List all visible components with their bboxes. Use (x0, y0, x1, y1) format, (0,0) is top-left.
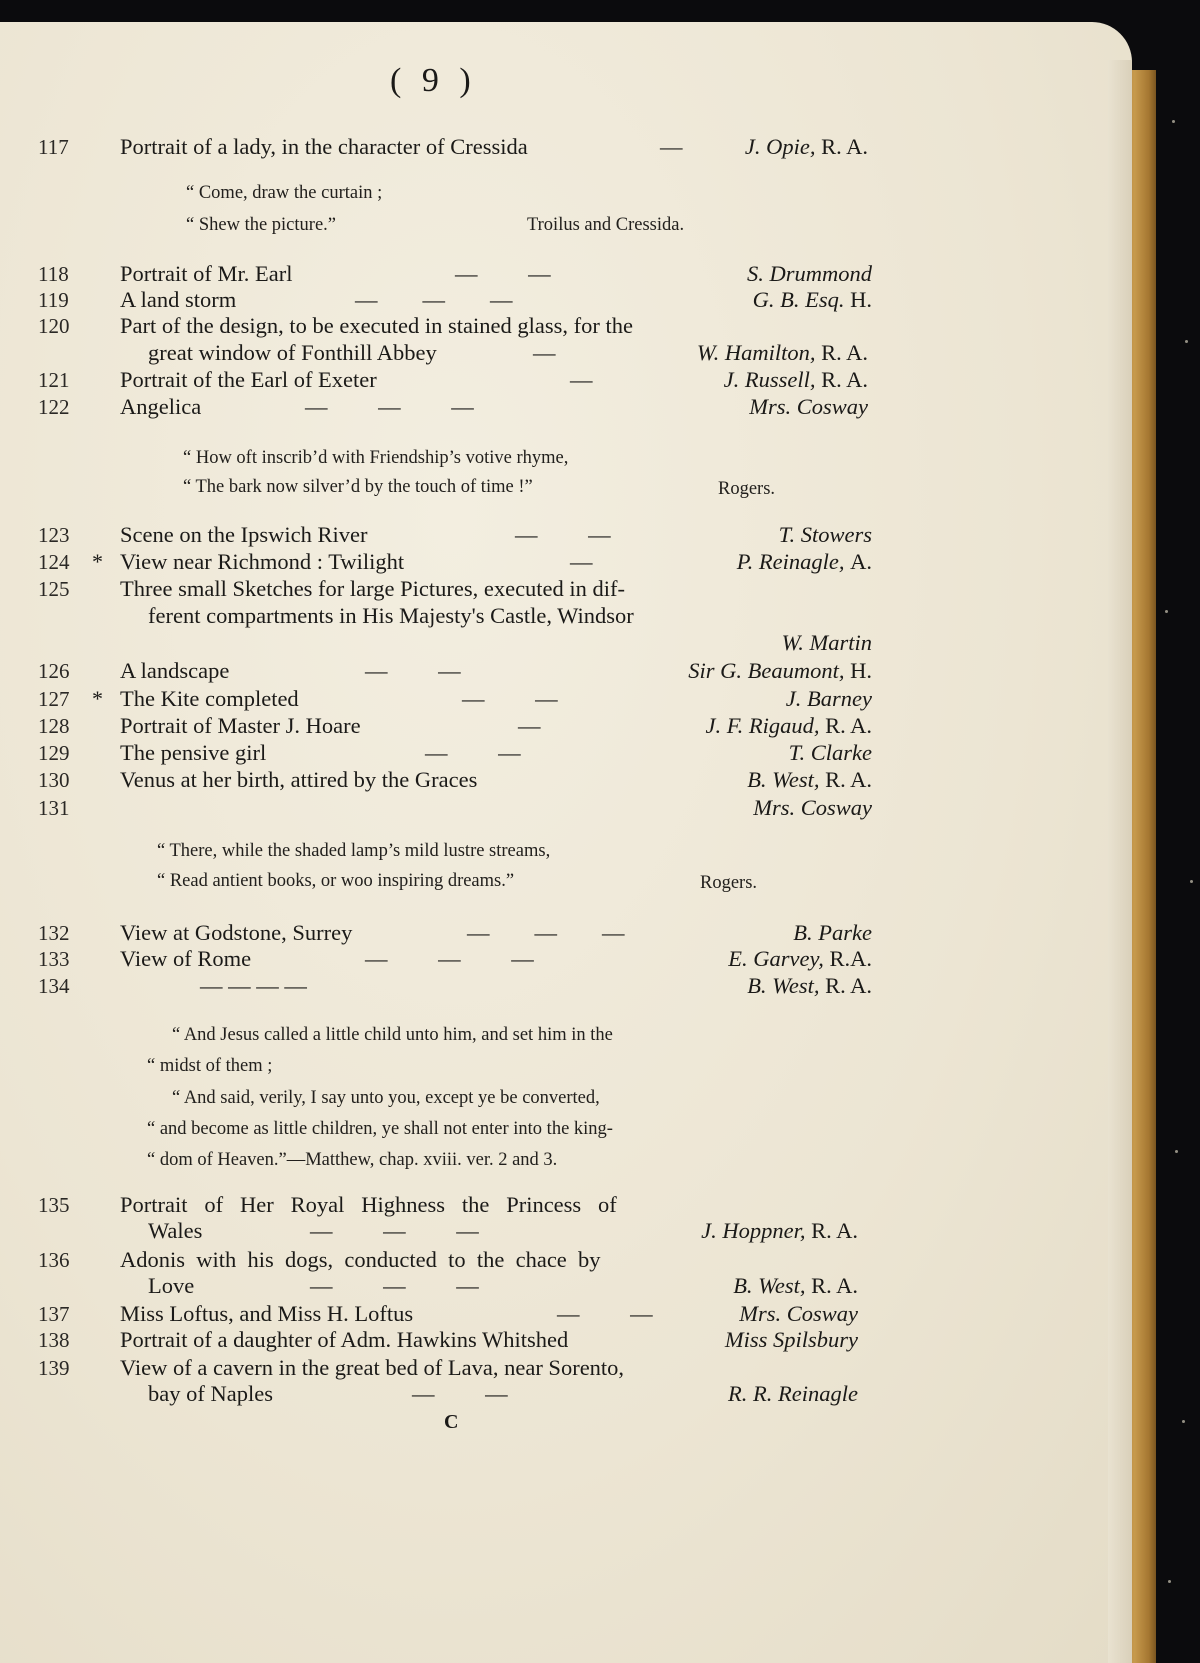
entry-title: Adonis with his dogs, conducted to the chace by (120, 1247, 601, 1272)
entry-number: 134 (38, 974, 70, 998)
quote-line: “ The bark now silver’d by the touch of time !” (183, 477, 533, 497)
quote-line: “ There, while the shaded lamp’s mild lustre streams, (157, 841, 551, 861)
entry-number: 139 (38, 1356, 70, 1380)
entry-title: Angelica (120, 394, 202, 419)
entry-dashes: — — — (310, 1273, 479, 1298)
entry-artist: S. Drummond (746, 261, 872, 286)
entry-dashes: — — (455, 261, 551, 286)
catalogue-entry-117 (0, 134, 1108, 160)
catalogue-entry-124 (0, 549, 1108, 575)
entry-artist: W. Martin (781, 630, 872, 655)
catalogue-entry-138 (0, 1327, 1108, 1353)
entry-dashes: — — — (305, 394, 474, 419)
entry-dashes: — (570, 549, 593, 574)
entry-dashes: — (518, 713, 541, 738)
entry-number: 117 (38, 135, 69, 159)
entry-dashes: — — — (355, 287, 513, 312)
entry-dashes: — (570, 367, 593, 392)
entry-dashes: — — — (310, 1218, 479, 1243)
entry-number: 133 (38, 947, 70, 971)
quote-line: “ How oft inscrib’d with Friendship’s votive rhyme, (183, 448, 569, 468)
catalogue-entry-139 (0, 1355, 1108, 1381)
entry-title: Wales (148, 1218, 203, 1243)
entry-title: The Kite completed (120, 686, 299, 711)
catalogue-entry-123 (0, 522, 1108, 548)
catalogue-entry-120 (0, 313, 1108, 339)
entry-title: Miss Loftus, and Miss H. Loftus (120, 1301, 414, 1326)
entry-number: 130 (38, 768, 70, 792)
entry-artist: Mrs. Cosway (739, 1301, 858, 1326)
entry-title: Scene on the Ipswich River (120, 522, 368, 547)
entry-artist: T. Clarke (788, 740, 872, 765)
entry-title: ferent compartments in His Majesty's Castle, Windsor (148, 603, 634, 628)
entry-title: A landscape (120, 658, 230, 683)
catalogue-entry-121 (0, 367, 1108, 393)
entry-title: Three small Sketches for large Pictures, executed in dif- (120, 576, 626, 601)
catalogue-entry-125-cont (0, 603, 1108, 629)
entry-number: 128 (38, 714, 70, 738)
catalogue-entry-139-cont (0, 1381, 1108, 1407)
signature-mark: C (444, 1411, 459, 1433)
catalogue-entry-122 (0, 394, 1108, 420)
entry-artist: G. B. Esq. H. (752, 287, 872, 312)
catalogue-entry-137 (0, 1301, 1108, 1327)
entry-artist: E. Garvey, R.A. (728, 946, 872, 971)
quote-source: Rogers. (700, 873, 758, 893)
entry-title: View of a cavern in the great bed of Lava, near Sorento, (120, 1355, 625, 1380)
entry-title: Portrait of a lady, in the character of Cressida (120, 134, 528, 159)
entry-dashes: — — (462, 686, 558, 711)
entry-artist: B. Parke (793, 920, 872, 945)
catalogue-entry-118 (0, 261, 1108, 287)
quote-source: Rogers. (718, 479, 776, 499)
quote-source: Troilus and Cressida. (527, 215, 685, 235)
entry-number: 132 (38, 921, 70, 945)
quote-line: “ and become as little children, ye shall not enter into the king- (147, 1119, 613, 1139)
entry-title: The pensive girl (120, 740, 267, 765)
quote-line: “ And Jesus called a little child unto him, and set him in the (172, 1025, 613, 1045)
entry-artist: B. West, R. A. (747, 767, 872, 792)
catalogue-entry-126 (0, 658, 1108, 684)
entry-dashes: — — (515, 522, 611, 547)
entry-number: 138 (38, 1328, 70, 1352)
catalogue-entry-120-cont (0, 340, 1108, 366)
entry-number: 127 (38, 687, 70, 711)
catalogue-entry-136-cont (0, 1273, 1108, 1299)
entry-title: View at Godstone, Surrey (120, 920, 353, 945)
entry-artist: Mrs. Cosway (753, 795, 872, 820)
catalogue-entry-129 (0, 740, 1108, 766)
entry-artist: J. Russell, R. A. (723, 367, 868, 392)
entry-number: 122 (38, 395, 70, 419)
entry-number: 125 (38, 577, 70, 601)
entry-artist: T. Stowers (778, 522, 872, 547)
entry-title: Love (148, 1273, 195, 1298)
entry-artist: J. Barney (785, 686, 872, 711)
page-edge (1108, 60, 1132, 1663)
entry-title: Portrait of Her Royal Highness the Princess of (120, 1192, 617, 1217)
entry-number: 118 (38, 262, 69, 286)
entry-title: — — — — (200, 973, 307, 998)
entry-artist: W. Hamilton, R. A. (696, 340, 868, 365)
entry-title: Portrait of Master J. Hoare (120, 713, 361, 738)
entry-number: 123 (38, 523, 70, 547)
entry-artist: R. R. Reinagle (728, 1381, 858, 1406)
entry-number: 137 (38, 1302, 70, 1326)
entry-artist: B. West, R. A. (733, 1273, 858, 1298)
quote-line: “ And said, verily, I say unto you, except ye be converted, (172, 1088, 600, 1108)
entry-title: View near Richmond : Twilight (120, 549, 405, 574)
catalogue-entry-130 (0, 767, 1108, 793)
entry-artist: Miss Spilsbury (724, 1327, 858, 1352)
catalogue-entry-133 (0, 946, 1108, 972)
entry-number: 136 (38, 1248, 70, 1272)
entry-number: 131 (38, 796, 70, 820)
entry-title: bay of Naples (148, 1381, 273, 1406)
entry-title: great window of Fonthill Abbey (148, 340, 437, 365)
entry-number: 119 (38, 288, 69, 312)
quote-line: “ Read antient books, or woo inspiring dreams.” (157, 871, 515, 891)
entry-number: 121 (38, 368, 70, 392)
entry-title: View of Rome (120, 946, 252, 971)
entry-artist: Sir G. Beaumont, H. (688, 658, 872, 683)
new-work-star: * (92, 686, 103, 711)
quote-line: “ Shew the picture.” (186, 215, 336, 235)
catalogue-entry-128 (0, 713, 1108, 739)
entry-dashes: — (533, 340, 556, 365)
catalogue-entry-119 (0, 287, 1108, 313)
quote-line: “ midst of them ; (147, 1056, 273, 1076)
catalogue-entry-135-cont (0, 1218, 1108, 1244)
entry-number: 124 (38, 550, 70, 574)
entry-title: Portrait of the Earl of Exeter (120, 367, 377, 392)
catalogue-entry-134 (0, 973, 1108, 999)
catalogue-entry-136 (0, 1247, 1108, 1273)
entry-artist: J. F. Rigaud, R. A. (705, 713, 872, 738)
entry-artist: Mrs. Cosway (749, 394, 868, 419)
entry-artist: P. Reinagle, A. (736, 549, 872, 574)
entry-title: Part of the design, to be executed in stained glass, for the (120, 313, 633, 338)
catalogue-entry-135 (0, 1192, 1108, 1218)
entry-artist: B. West, R. A. (747, 973, 872, 998)
entry-number: 126 (38, 659, 70, 683)
catalogue-entry-125-artist (0, 630, 1108, 656)
entry-dashes: — — (557, 1301, 653, 1326)
entry-artist: J. Opie, R. A. (744, 134, 868, 159)
entry-dashes: — — — (365, 946, 534, 971)
entry-title: Portrait of a daughter of Adm. Hawkins Whitshed (120, 1327, 569, 1352)
entry-dashes: — — (425, 740, 521, 765)
entry-dashes: — (660, 134, 683, 159)
entry-number: 129 (38, 741, 70, 765)
entry-title: Venus at her birth, attired by the Graces (120, 767, 478, 792)
catalogue-entry-131 (0, 795, 1108, 821)
entry-number: 120 (38, 314, 70, 338)
catalogue-entry-127 (0, 686, 1108, 712)
entry-dashes: — — (412, 1381, 508, 1406)
page-number: ( 9 ) (390, 62, 477, 99)
quote-line: “ dom of Heaven.”—Matthew, chap. xviii. ver. 2 and 3. (147, 1150, 558, 1170)
catalogue-entry-132 (0, 920, 1108, 946)
entry-dashes: — — (365, 658, 461, 683)
entry-artist: J. Hoppner, R. A. (701, 1218, 858, 1243)
entry-title: A land storm (120, 287, 237, 312)
quote-line: “ Come, draw the curtain ; (186, 183, 383, 203)
entry-title: Portrait of Mr. Earl (120, 261, 293, 286)
entry-dashes: — — — (467, 920, 625, 945)
new-work-star: * (92, 549, 103, 574)
entry-number: 135 (38, 1193, 70, 1217)
catalogue-entry-125 (0, 576, 1108, 602)
